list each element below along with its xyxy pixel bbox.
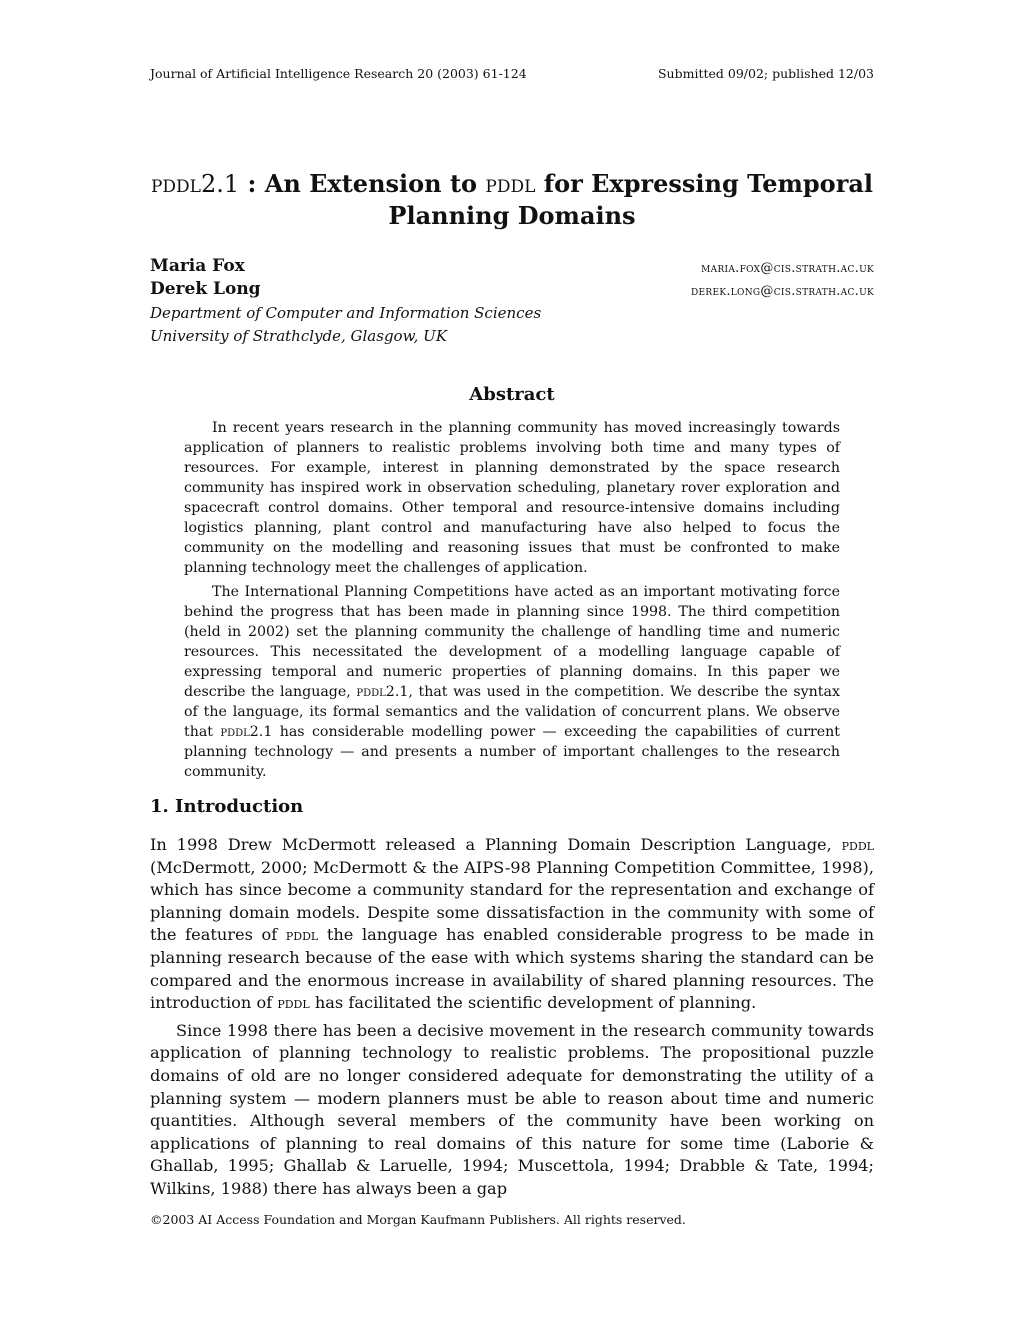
intro-pddl-3: pddl xyxy=(277,993,310,1013)
title-part-1: : An Extension to xyxy=(239,169,486,198)
abstract-p2-text-a: The International Planning Competitions have acted as an important motivating force behind the progress that has been made in planning since 1998. The third competition (held in 2002) set the planning community the challenge of handling time and numeric resources. This necessitated the development of a modelling language capable of expressing temporal and numeric properties of planning domains. In this paper we describe the language, xyxy=(184,584,840,700)
title-pddl-version: pddl2.1 xyxy=(150,170,240,198)
author-email-1[interactable]: maria.fox@cis.strath.ac.uk xyxy=(701,261,874,276)
intro-paragraph-2: Since 1998 there has been a decisive movement in the research community towards application of planning technology to realistic problems. The propositional puzzle domains of old are no longer considered adequate for demonstrating the utility of a planning system — modern planners must be able to reason about time and numeric quantities. Although several members of the community have been working on applications of planning to real domains of this nature for some time (Laborie & Ghallab, 1995; Ghallab & Laruelle, 1994; Muscettola, 1994; Drabble & Tate, 1994; Wilkins, 1988) there has always been a gap xyxy=(150,1020,874,1198)
abstract-p2-text-c: has considerable modelling power — exceeding the capabilities of current planning technology — and presents a number of important challenges to the research community. xyxy=(184,724,840,780)
author-name-2: Derek Long xyxy=(150,279,261,299)
affiliation-univ: University of Strathclyde, Glasgow, UK xyxy=(150,327,448,345)
introduction-body xyxy=(150,834,874,1206)
journal-header: Journal of Artificial Intelligence Research 20 (2003) 61-124 xyxy=(150,66,527,81)
abstract-p2-text-b: , that was used in the competition. We describe the syntax of the language, its formal semantics and the validation of concurrent plans. We observe that xyxy=(184,684,840,740)
abstract-pddl21-1: pddl2.1 xyxy=(356,684,409,700)
intro-paragraph-1 xyxy=(150,834,874,1015)
intro-pddl-2: pddl xyxy=(285,925,319,945)
author-name-1: Maria Fox xyxy=(150,256,245,276)
intro-p1-text-a: In 1998 Drew McDermott released a Planning Domain Description Language, xyxy=(150,835,842,854)
affiliation-dept: Department of Computer and Information Sciences xyxy=(150,304,542,322)
title-part-2: for Expressing Temporal xyxy=(535,169,874,198)
abstract-paragraph-2 xyxy=(184,582,840,782)
abstract-body xyxy=(184,418,840,786)
copyright-footer: ©2003 AI Access Foundation and Morgan Kaufmann Publishers. All rights reserved. xyxy=(150,1212,686,1227)
title-line-2: Planning Domains xyxy=(388,201,636,230)
paper-title xyxy=(150,168,874,231)
author-email-2[interactable]: derek.long@cis.strath.ac.uk xyxy=(690,284,874,299)
intro-p1-text-b: (McDermott, 2000; McDermott & the AIPS-98 Planning Competition Committee, 1998), which has since become a community standard for the representation and exchange of planning domain models. Despite some dissatisfaction in the community with some of the features of xyxy=(150,857,874,945)
intro-pddl-1: pddl xyxy=(841,835,874,854)
abstract-paragraph-1: In recent years research in the planning community has moved increasingly towards application of planners to realistic problems involving both time and many types of resources. For example, interest in planning demonstrated by the space research community has inspired work in observation scheduling, planetary rover exploration and spacecraft control domains. Other temporal and resource-intensive domains including logistics planning, plant control and manufacturing have also helped to focus the community on the modelling and reasoning issues that must be confronted to make planning technology meet the challenges of application. xyxy=(184,420,840,576)
abstract-pddl21-2: pddl2.1 xyxy=(220,724,273,740)
abstract-heading: Abstract xyxy=(469,384,555,405)
intro-p1-text-c: the language has enabled considerable progress to be made in planning research because of the ease with which systems sharing the standard can be compared and the enormous increase in availability of shared planning resources. The introduction of xyxy=(150,925,875,1013)
title-pddl: pddl xyxy=(485,170,536,198)
intro-p1-text-d: has facilitated the scientific development of planning. xyxy=(309,993,757,1013)
section-heading-introduction: 1. Introduction xyxy=(150,796,304,817)
submission-dates: Submitted 09/02; published 12/03 xyxy=(657,66,874,81)
